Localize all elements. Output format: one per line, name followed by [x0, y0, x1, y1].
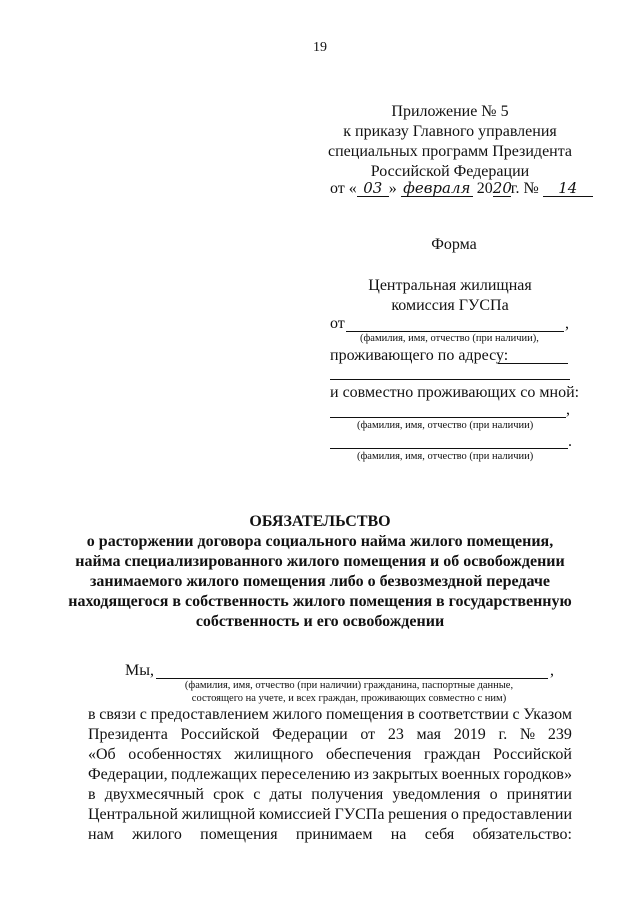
body-word: Президента: [88, 726, 168, 743]
appendix-country-line: Российской Федерации: [370, 163, 530, 180]
body-line: [88, 746, 572, 764]
body-word: даты: [269, 786, 303, 803]
body-line: [88, 786, 572, 804]
heading-line-5: собственность и его освобождении: [195, 613, 445, 630]
body-word: военных: [441, 766, 501, 783]
body-word: подлежащих: [171, 766, 258, 783]
body-word: получения: [311, 786, 384, 803]
body-line: [88, 726, 572, 744]
date-month: февраля: [401, 180, 473, 197]
body-line: [88, 706, 572, 724]
body-word: закрытых: [372, 766, 439, 783]
we-comma: ,: [550, 662, 554, 679]
body-word: предоставлении: [462, 806, 572, 823]
body-word: себя: [424, 826, 455, 843]
body-word: срок: [213, 786, 244, 803]
body-word: в: [407, 706, 415, 723]
body-word: Российской: [180, 726, 260, 743]
we-hint-1: [0, 680, 640, 691]
from-comma: ,: [565, 315, 569, 332]
page-number: 19: [313, 40, 327, 55]
body-word: жилищной: [181, 806, 256, 823]
appendix-order-line: к приказу Главного управления: [343, 123, 557, 140]
body-line: [88, 806, 572, 824]
body-word: о: [489, 786, 498, 803]
date-open-quote: от «: [330, 180, 357, 197]
we-fio-line: [156, 678, 548, 679]
from-label: от: [330, 315, 345, 332]
body-word: с: [139, 706, 147, 723]
from-fio-line: [346, 331, 564, 332]
appendix-date-line: [330, 180, 593, 198]
body-word: помещения: [200, 826, 278, 843]
body-word: жилищного: [234, 746, 314, 763]
body-word: уведомления: [392, 786, 481, 803]
address-line-2: [330, 379, 570, 380]
body-word: принятии: [506, 786, 572, 803]
body-word: Российской: [493, 746, 572, 763]
body-word: мая: [416, 726, 442, 743]
body-word: №: [519, 726, 536, 743]
body-word: в: [88, 706, 96, 723]
body-word: жилого: [272, 706, 323, 723]
body-word: обязательство:: [472, 826, 572, 843]
body-word: решения: [388, 806, 448, 823]
body-word: ГУСПа: [334, 806, 385, 823]
body-word: 239: [547, 726, 572, 743]
cohabitant-hint-2: (фамилия, имя, отчество (при наличии): [357, 451, 534, 462]
heading-line-3: занимаемого жилого помещения либо о безвозмездной передаче: [90, 573, 550, 590]
body-word: городков»: [503, 766, 572, 783]
body-word: г.: [498, 726, 508, 743]
body-word: Федерации: [272, 726, 348, 743]
body-word: на: [390, 826, 407, 843]
body-word: соответствии: [418, 706, 509, 723]
body-word: комиссией: [259, 806, 331, 823]
addressee-line2: комиссия ГУСПа: [391, 297, 509, 314]
heading-line-4: находящегося в собственность жилого помещения в государственную: [68, 593, 572, 610]
body-word: двухмесячный: [104, 786, 204, 803]
body-word: о: [450, 806, 459, 823]
heading-line-2: найма специализированного жилого помещения и об освобождении: [75, 553, 565, 570]
date-year-prefix: 20: [476, 180, 493, 197]
body-word: принимаем: [295, 826, 373, 843]
cohabitant-line-2: [330, 448, 568, 449]
heading-line-1: о расторжении договора социального найма жилого помещения,: [86, 533, 554, 550]
order-number-label: г. №: [510, 180, 539, 197]
appendix-title: Приложение № 5: [391, 103, 509, 120]
body-word: с: [253, 786, 261, 803]
body-line: [88, 766, 572, 784]
body-word: переселению: [260, 766, 351, 783]
fio-hint: (фамилия, имя, отчество (при наличии),: [360, 333, 539, 344]
cohabitant-comma: ,: [566, 401, 570, 418]
body-word: 23: [387, 726, 404, 743]
address-line-1: [498, 363, 568, 364]
body-word: жилого: [132, 826, 182, 843]
we-hint-2: [0, 693, 640, 704]
date-day: 03: [357, 180, 389, 197]
we-hint-2-text: состоящего на учете, и всех граждан, проживающих совместно с ним): [191, 693, 507, 704]
cohabitants-label: и совместно проживающих со мной:: [330, 384, 580, 401]
body-word: в: [88, 786, 96, 803]
cohabitant-hint-1: (фамилия, имя, отчество (при наличии): [357, 420, 534, 431]
body-word: Центральной: [88, 806, 179, 823]
we-label: Мы,: [125, 662, 154, 679]
cohabitant-dot: .: [568, 433, 572, 450]
appendix-department-line: специальных программ Президента: [327, 143, 573, 160]
body-word: особенностях: [128, 746, 222, 763]
we-hint-1-text: (фамилия, имя, отчество (при наличии) гражданина, паспортные данные,: [184, 680, 514, 691]
body-word: от: [360, 726, 376, 743]
body-line: [88, 826, 572, 844]
body-word: предоставлением: [150, 706, 269, 723]
body-word: из: [354, 766, 369, 783]
body-word: 2019: [453, 726, 486, 743]
cohabitant-line-1: [330, 417, 566, 418]
date-year-suffix: 20: [492, 179, 512, 197]
form-label-text: Форма: [431, 236, 477, 253]
form-label: [0, 236, 640, 254]
body-word: обеспечения: [325, 746, 412, 763]
body-word: с: [512, 706, 520, 723]
body-word: нам: [88, 826, 114, 843]
address-label: проживающего по адресу:: [330, 347, 509, 364]
addressee-line1: Центральная жилищная: [368, 277, 532, 294]
body-word: «Об: [88, 746, 116, 763]
body-word: помещения: [325, 706, 404, 723]
document-title: ОБЯЗАТЕЛЬСТВО: [249, 513, 391, 530]
order-number: 14: [543, 180, 593, 197]
body-word: связи: [99, 706, 136, 723]
date-close-quote: »: [388, 180, 397, 197]
body-word: Федерации,: [88, 766, 168, 783]
body-word: Указом: [523, 706, 572, 723]
body-word: граждан: [423, 746, 481, 763]
